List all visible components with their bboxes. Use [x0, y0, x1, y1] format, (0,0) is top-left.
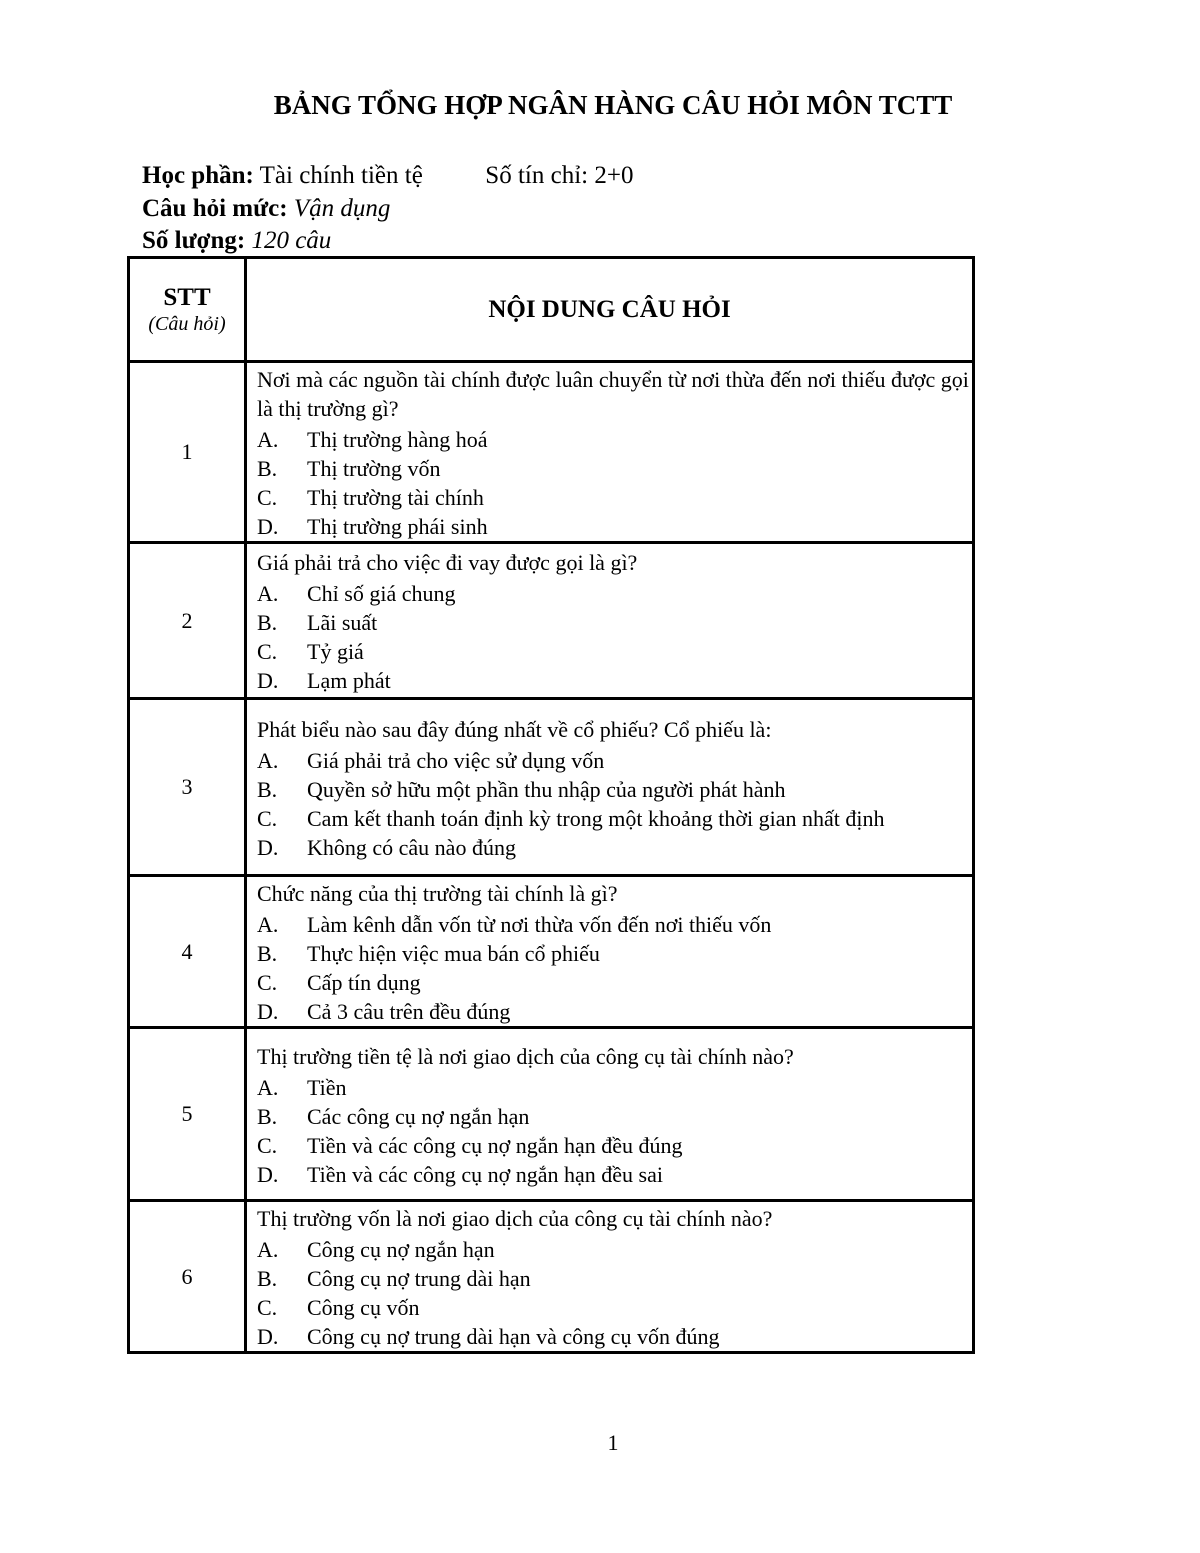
answer-option — [257, 1264, 972, 1293]
answer-option — [257, 1160, 972, 1189]
table-header-row — [129, 258, 974, 362]
option-letter: B. — [257, 610, 278, 635]
table-row — [129, 876, 974, 1028]
question-number: 3 — [129, 699, 246, 876]
option-text: Cả 3 câu trên đều đúng — [307, 999, 511, 1024]
table-row — [129, 1028, 974, 1201]
question-table — [127, 256, 975, 1354]
option-letter: D. — [257, 514, 279, 539]
question-content — [246, 362, 974, 543]
option-text: Không có câu nào đúng — [307, 834, 516, 860]
question-text: Chức năng của thị trường tài chính là gì? — [257, 881, 618, 906]
answer-option — [257, 1322, 972, 1351]
answer-option — [257, 512, 972, 541]
answer-option — [257, 833, 972, 862]
option-text: Thị trường tài chính — [307, 485, 484, 510]
answer-option — [257, 939, 972, 968]
header-stt-cell — [129, 258, 246, 362]
question-content — [246, 1201, 974, 1353]
option-letter: B. — [257, 1103, 278, 1129]
header-stt-sub: (Câu hỏi) — [148, 312, 226, 335]
option-letter: B. — [257, 776, 278, 802]
option-letter: A. — [257, 427, 279, 452]
option-letter: B. — [257, 1266, 278, 1291]
option-text: Lạm phát — [307, 668, 391, 693]
option-text: Thị trường phái sinh — [307, 514, 488, 539]
option-letter: C. — [257, 639, 278, 664]
option-text: Lãi suất — [307, 610, 378, 635]
answer-option — [257, 425, 972, 454]
question-content — [246, 1028, 974, 1201]
table-row — [129, 543, 974, 699]
option-letter: D. — [257, 668, 279, 693]
option-letter: D. — [257, 834, 279, 860]
option-text: Các công cụ nợ ngắn hạn — [307, 1103, 530, 1129]
answer-option — [257, 608, 972, 637]
document-title: BẢNG TỔNG HỢP NGÂN HÀNG CÂU HỎI MÔN TCTT — [273, 90, 953, 120]
question-text: Thị trường tiền tệ là nơi giao dịch của công cụ tài chính nào? — [257, 1043, 794, 1069]
question-text: Nơi mà các nguồn tài chính được luân chuyển từ nơi thừa đến nơi thiếu được gọi là thị trường gì? — [257, 367, 969, 421]
option-text: Cấp tín dụng — [307, 970, 421, 995]
question-number: 2 — [129, 543, 246, 699]
question-number: 1 — [129, 362, 246, 543]
table-row — [129, 362, 974, 543]
page-number: 1 — [607, 1430, 619, 1455]
option-letter: A. — [257, 1074, 279, 1100]
question-number: 4 — [129, 876, 246, 1028]
option-text: Thị trường hàng hoá — [307, 427, 488, 452]
question-content — [246, 543, 974, 699]
question-content — [246, 876, 974, 1028]
option-letter: B. — [257, 456, 278, 481]
table-row — [129, 1201, 974, 1353]
course-line — [142, 160, 633, 192]
option-letter: C. — [257, 1132, 278, 1158]
option-text: Công cụ nợ trung dài hạn — [307, 1266, 531, 1291]
level-label: Câu hỏi mức: — [142, 195, 288, 222]
level-line — [142, 193, 390, 225]
option-text: Thực hiện việc mua bán cổ phiếu — [307, 941, 600, 966]
option-letter: A. — [257, 747, 279, 773]
level-value: Vận dụng — [293, 195, 391, 222]
option-letter: B. — [257, 941, 278, 966]
option-text: Tiền và các công cụ nợ ngắn hạn đều sai — [307, 1161, 663, 1187]
question-number: 5 — [129, 1028, 246, 1201]
answer-option — [257, 775, 972, 804]
answer-option — [257, 1073, 972, 1102]
answer-option — [257, 579, 972, 608]
question-text: Giá phải trả cho việc đi vay được gọi là gì? — [257, 550, 638, 575]
answer-option — [257, 1102, 972, 1131]
option-letter: A. — [257, 912, 279, 937]
credits-value: 2+0 — [594, 162, 634, 189]
option-text: Tiền và các công cụ nợ ngắn hạn đều đúng — [307, 1132, 683, 1158]
question-number: 6 — [129, 1201, 246, 1353]
option-text: Chỉ số giá chung — [307, 581, 456, 606]
option-letter: C. — [257, 485, 278, 510]
course-value: Tài chính tiền tệ — [259, 162, 423, 189]
option-text: Thị trường vốn — [307, 456, 441, 481]
header-content: NỘI DUNG CÂU HỎI — [246, 258, 974, 362]
count-line — [142, 225, 331, 257]
answer-option — [257, 1235, 972, 1264]
header-stt: STT — [163, 283, 211, 311]
option-text: Công cụ vốn — [307, 1295, 420, 1320]
answer-option — [257, 1293, 972, 1322]
answer-option — [257, 968, 972, 997]
option-text: Quyền sở hữu một phần thu nhập của người phát hành — [307, 776, 786, 802]
answer-option — [257, 746, 972, 775]
credits-label: Số tín chỉ: — [485, 162, 589, 189]
option-letter: C. — [257, 805, 278, 831]
count-value: 120 câu — [251, 227, 332, 254]
option-letter: D. — [257, 1161, 279, 1187]
question-text: Phát biểu nào sau đây đúng nhất về cổ phiếu? Cổ phiếu là: — [257, 716, 772, 742]
option-text: Cam kết thanh toán định kỳ trong một khoảng thời gian nhất định — [307, 805, 885, 831]
option-letter: C. — [257, 970, 278, 995]
answer-option — [257, 483, 972, 512]
option-letter: D. — [257, 999, 279, 1024]
course-label: Học phần: — [142, 162, 254, 189]
answer-option — [257, 454, 972, 483]
option-text: Công cụ nợ ngắn hạn — [307, 1237, 495, 1262]
count-label: Số lượng: — [142, 227, 246, 254]
option-text: Làm kênh dẫn vốn từ nơi thừa vốn đến nơi thiếu vốn — [307, 912, 772, 937]
answer-option — [257, 666, 972, 695]
answer-option — [257, 997, 972, 1026]
answer-option — [257, 910, 972, 939]
question-content — [246, 699, 974, 876]
answer-option — [257, 1131, 972, 1160]
option-letter: D. — [257, 1324, 279, 1349]
option-text: Giá phải trả cho việc sử dụng vốn — [307, 747, 605, 773]
option-letter: A. — [257, 1237, 279, 1262]
question-text: Thị trường vốn là nơi giao dịch của công cụ tài chính nào? — [257, 1206, 773, 1231]
option-text: Công cụ nợ trung dài hạn và công cụ vốn đúng — [307, 1324, 720, 1349]
option-letter: C. — [257, 1295, 278, 1320]
table-row — [129, 699, 974, 876]
answer-option — [257, 804, 972, 833]
option-text: Tỷ giá — [307, 639, 364, 664]
answer-option — [257, 637, 972, 666]
option-text: Tiền — [307, 1074, 347, 1100]
option-letter: A. — [257, 581, 279, 606]
